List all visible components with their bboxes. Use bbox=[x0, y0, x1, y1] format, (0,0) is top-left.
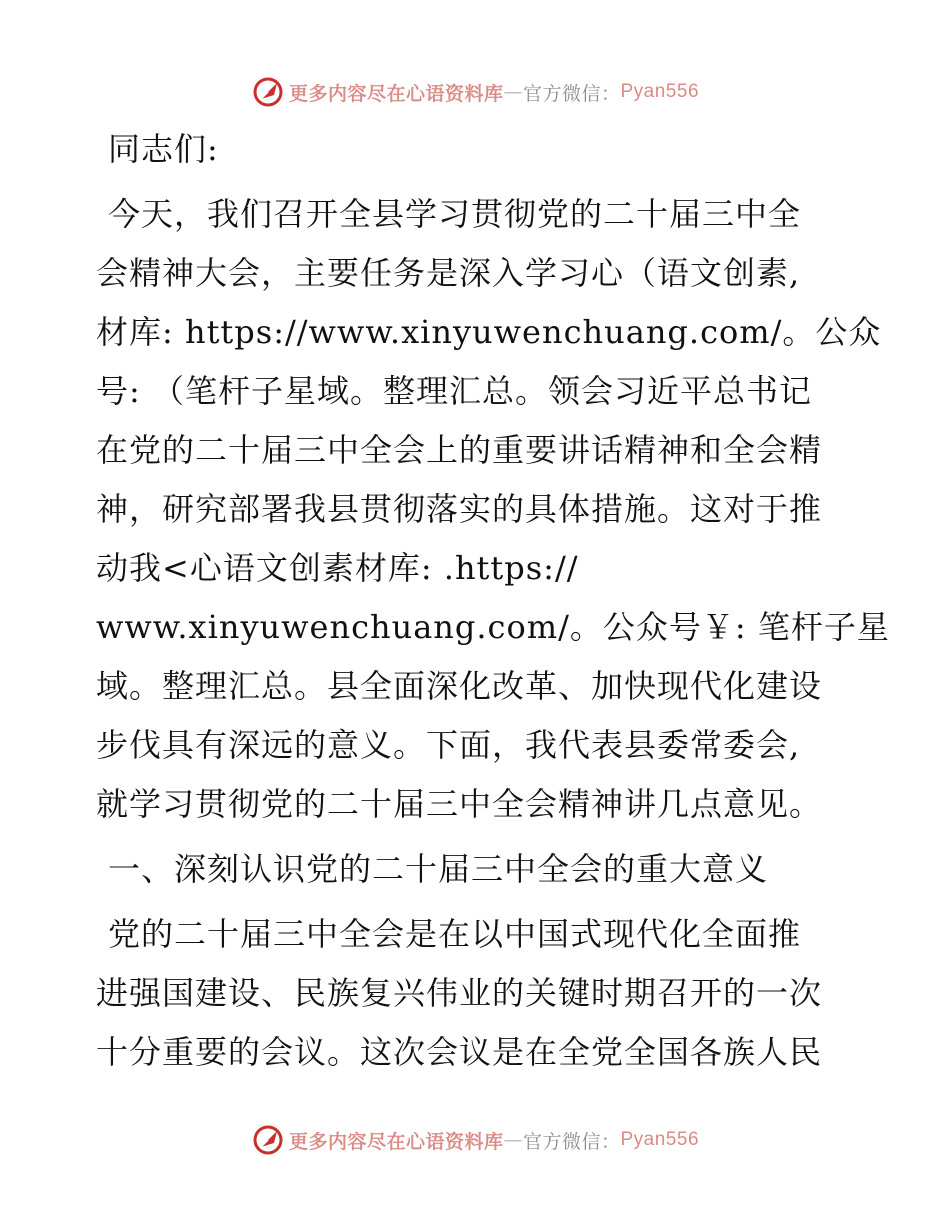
paragraph-line: 动我<心语文创素材库: .https:// bbox=[96, 549, 579, 587]
paragraph-line: 会精神大会，主要任务是深入学习心（语文创素, bbox=[96, 254, 801, 292]
section-heading: 一、深刻认识党的二十届三中全会的重大意义 bbox=[108, 850, 769, 888]
footer-watermark-banner bbox=[0, 1120, 950, 1160]
document-body bbox=[96, 120, 890, 1082]
paragraph-line: www.xinyuwenchuang.com/。公众号￥: 笔杆子星 bbox=[96, 608, 890, 646]
paragraph-line: 材库: https://www.xinyuwenchuang.com/。公众 bbox=[96, 313, 882, 351]
paragraph-line: 党的二十届三中全会是在以中国式现代化全面推 bbox=[108, 915, 802, 953]
banner-wechat-id: Pyan556 bbox=[620, 1129, 700, 1150]
banner-brand-text: 更多内容尽在心语资料库 bbox=[288, 82, 504, 105]
salutation: 同志们: bbox=[108, 130, 219, 168]
paragraph-line: 十分重要的会议。这次会议是在全党全国各族人民 bbox=[96, 1033, 823, 1071]
banner-dash: — bbox=[503, 1129, 523, 1151]
paragraph-1 bbox=[96, 185, 890, 834]
paragraph-line: 神，研究部署我县贯彻落实的具体措施。这对于推 bbox=[96, 490, 823, 528]
banner-wechat-id: Pyan556 bbox=[620, 81, 700, 102]
paragraph-line: 就学习贯彻党的二十届三中全会精神讲几点意见。 bbox=[96, 785, 823, 823]
quill-logo-icon bbox=[251, 75, 285, 109]
header-watermark-banner bbox=[0, 72, 950, 112]
paragraph-line: 今天，我们召开全县学习贯彻党的二十届三中全 bbox=[108, 195, 802, 233]
banner-wechat-label: 官方微信： bbox=[522, 1130, 621, 1153]
paragraph-line: 进强国建设、民族复兴伟业的关键时期召开的一次 bbox=[96, 974, 823, 1012]
paragraph-line: 在党的二十届三中全会上的重要讲话精神和全会精 bbox=[96, 431, 823, 469]
banner-dash: — bbox=[503, 81, 523, 103]
paragraph-line: 号: （笔杆子星域。整理汇总。领会习近平总书记 bbox=[96, 372, 812, 410]
banner-brand-text: 更多内容尽在心语资料库 bbox=[288, 1130, 504, 1153]
paragraph-2 bbox=[96, 905, 852, 1082]
banner-wechat-label: 官方微信： bbox=[522, 82, 621, 105]
paragraph-line: 域。整理汇总。县全面深化改革、加快现代化建设 bbox=[96, 667, 823, 705]
quill-logo-icon bbox=[251, 1123, 285, 1157]
paragraph-line: 步伐具有深远的意义。下面，我代表县委常委会, bbox=[96, 726, 801, 764]
